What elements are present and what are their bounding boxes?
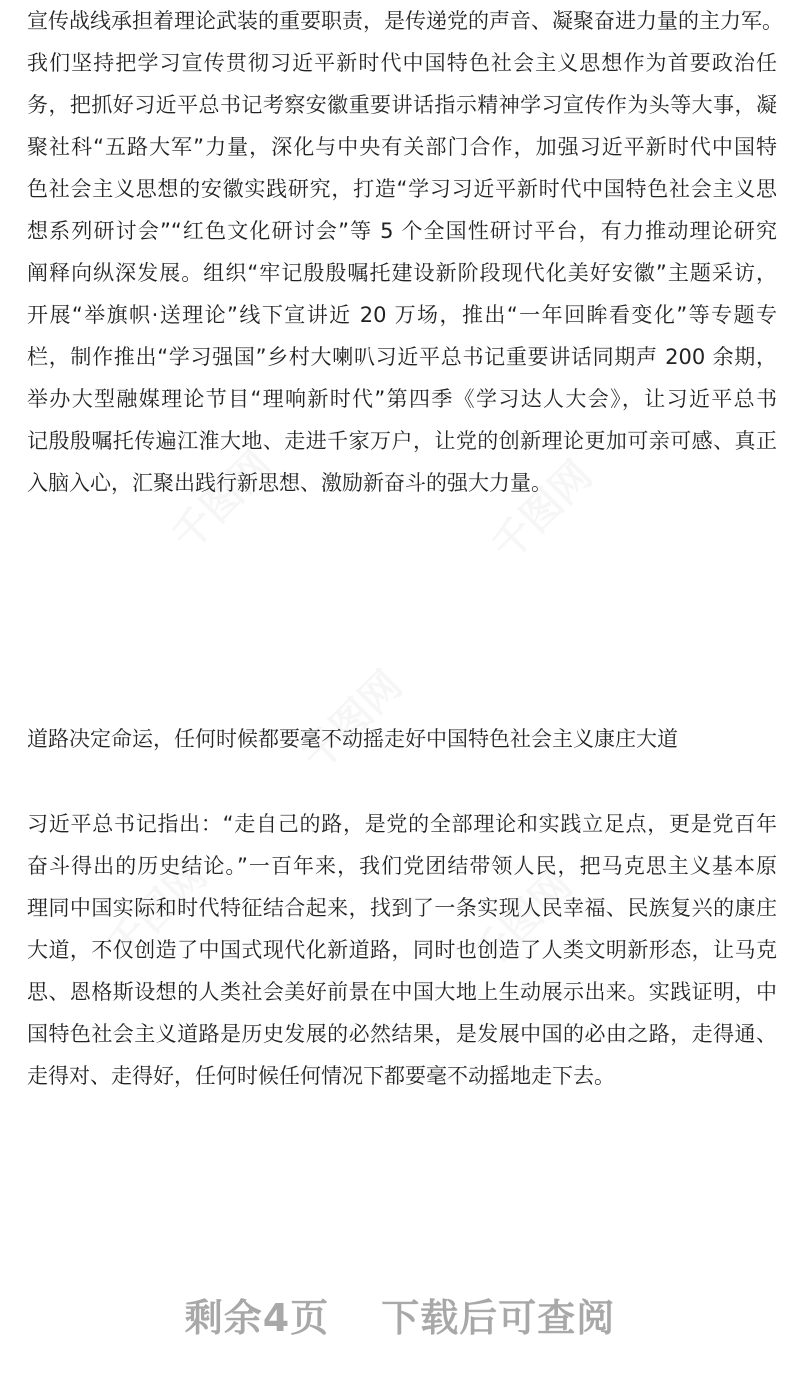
text-line: 务，把抓好习近平总书记考察安徽重要讲话指示精神学习宣传作为头等大事，凝 — [27, 93, 777, 117]
section-heading — [27, 718, 777, 760]
text-line: 记殷殷嘱托传遍江淮大地、走进千家万户，让党的创新理论更加可亲可感、真正 — [27, 429, 777, 453]
text-line: 入脑入心，汇聚出践行新思想、激励新奋斗的强大力量。 — [27, 471, 552, 495]
paragraph-road — [27, 803, 777, 1097]
text-line: 宣传战线承担着理论武装的重要职责，是传递党的声音、凝聚奋进力量的主力军。 — [27, 9, 783, 33]
watermark-text: 千图网 — [163, 442, 282, 560]
text-line: 习近平总书记指出：“走自己的路，是党的全部理论和实践立足点，更是党百年 — [27, 812, 777, 836]
text-line: 大道，不仅创造了中国式现代化新道路，同时也创造了人类文明新形态，让马克 — [27, 938, 777, 962]
text-line: 思、恩格斯设想的人类社会美好前景在中国大地上生动展示出来。实践证明，中 — [27, 980, 777, 1004]
text-line: 阐释向纵深发展。组织“牢记殷殷嘱托建设新阶段现代化美好安徽”主题采访， — [27, 261, 777, 285]
download-prompt[interactable] — [0, 1292, 800, 1344]
text-line: 国特色社会主义道路是历史发展的必然结果，是发展中国的必由之路，走得通、 — [27, 1022, 777, 1046]
text-line: 我们坚持把学习宣传贯彻习近平新时代中国特色社会主义思想作为首要政治任 — [27, 51, 777, 75]
heading-text: 道路决定命运，任何时候都要毫不动摇走好中国特色社会主义康庄大道 — [27, 727, 678, 751]
text-line: 栏，制作推出“学习强国”乡村大喇叭习近平总书记重要讲话同期声 200 余期， — [27, 345, 777, 369]
text-line: 走得对、走得好，任何时候任何情况下都要毫不动摇地走下去。 — [27, 1064, 615, 1088]
text-line: 开展“举旗帜·送理论”线下宣讲近 20 万场，推出“一年回眸看变化”等专题专 — [27, 303, 777, 327]
remaining-pages-label: 剩余4页 — [184, 1296, 330, 1340]
text-line: 色社会主义思想的安徽实践研究，打造“学习习近平新时代中国特色社会主义思 — [27, 177, 777, 201]
watermark-text: 千图网 — [483, 452, 602, 570]
watermark-text: 千图网 — [98, 852, 217, 970]
paragraph-propaganda — [27, 0, 783, 504]
text-line: 想系列研讨会”“红色文化研讨会”等 5 个全国性研讨平台，有力推动理论研究 — [27, 219, 777, 243]
watermark-text: 千图网 — [463, 862, 582, 980]
text-line: 奋斗得出的历史结论。”一百年来，我们党团结带领人民，把马克思主义基本原 — [27, 854, 777, 878]
text-line: 聚社科“五路大军”力量，深化与中央有关部门合作，加强习近平新时代中国特 — [27, 135, 777, 159]
text-line: 理同中国实际和时代特征结合起来，找到了一条实现人民幸福、民族复兴的康庄 — [27, 896, 777, 920]
download-hint-label: 下载后可查阅 — [381, 1296, 616, 1340]
watermark-text: 千图网 — [293, 662, 412, 780]
text-line: 举办大型融媒理论节目“理响新时代”第四季《学习达人大会》，让习近平总书 — [27, 387, 777, 411]
